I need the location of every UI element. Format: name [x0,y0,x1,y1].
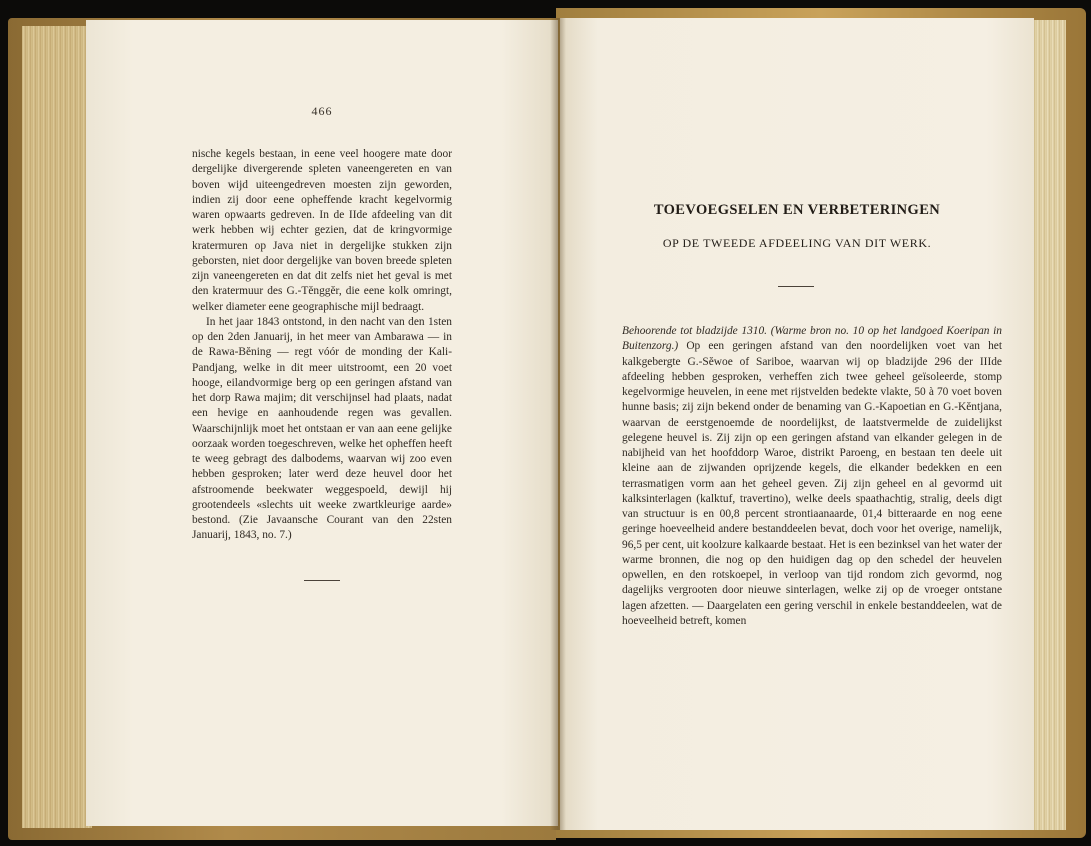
paragraph [622,324,1002,629]
left-page [86,20,558,826]
page-number: 466 [311,104,333,118]
paragraph: nische kegels bestaan, in eene veel hoogere mate door dergelijke divergerende spleten vaneengereten en van boven wijd uiteengedreven moesten zijn geworden, indien zij door eene opheffende kracht kegelvormig waren opwaarts gedreven. In de IIde afdeeling van dit werk hebben wij echter gezien, dat de kringvormige kratermuren op Java niet in dergelijke stukken zijn geborsten, niet door dergelijke van boven breede spleten zijn vaneengereten en dat dit zelfs niet het geval is met den kratermuur des G.-Tĕnggĕr, die eene kolk omringt, welker diameter eene geographische mijl bedraagt. [192,148,452,313]
end-rule [304,580,340,581]
paragraph-text: Op een geringen afstand van den noordelijken voet van het kalkgebergte G.-Sĕwoe of Sariboe, waarvan wij op bladzijde 296 der IIIde afdeeling hebben gesproken, verheffen zich twee geheel geïsoleerde, stomp kegelvormige heuvelen, in eene met rijstvelden bedekte vlakte, 50 à 70 voet boven hunne basis; zij zijn bekend onder de benaming van G.-Kapoetian en G.-Kĕntjana, waarvan de eerstgenoemde de noordelijkst, de laatstvermelde de zuidelijkst gelegene heuvel is. Zij zijn op een geringen afstand van elkander gelegen in de nabijheid van het hoofddorp Waroe, distrikt Paroeng, en bestaan ten deele uit kleine aan de zijwanden oprijzende kegels, die elkander bedekken en een terrasmatigen vorm aan het geheel geven. Zij zijn geheel en al gevormd uit kalksinterlagen (kalktuf, travertino), welke deels spaathachtig, stralig, deels digt van structuur is en 00,8 percent strontiaanaarde, 01,4 bitteraarde en nog eene geringe hoeveelheid andere bestanddeelen bevat, doch voor het overige, namelijk, 96,5 per cent, uit koolzure kalkaarde bestaat. Het is een bezinksel van het water der warme bronnen, die nog op den huidigen dag op den schedel der heuvelen opwellen, en den rotskoepel, in verloop van tijd rondom zich gevormd, nog dagelijks vergrooten door nieuwe sinterlagen, welke zij op de vroeger ontstane lagen afzetten. — Daargelaten een gering verschil in enkele bestanddeelen, wat de hoeveelheid betreft, komen [622,340,1002,627]
right-page [560,18,1034,830]
page-edges-left [22,26,92,828]
right-page-body [622,324,1002,629]
paragraph: In het jaar 1843 ontstond, in den nacht van den 1sten op den 2den Januarij, in het meer van Ambarawa — in de Rawa-Bĕning — regt vóór de monding der Kali-Pandjang, welke in dit meer uitstroomt, een 20 voet hooge, eilandvormige berg op een geringen afstand van het dorp Rawa majim; dit verschijnsel had plaats, nadat een hevige en aanhoudende regen was gevallen. Waarschijnlijk moet het ontstaan er van aan eene gelijke oorzaak worden toegeschreven, welke het opheffen heeft te weeg gebragt des dalbodems, waarvan wij zoo even hebben gesproken; later werd deze heuvel door het afstroomende beekwater weggespoeld, dewijl hij grootendeels «slechts uit weeke zwartkleurige aarde» bestond. (Zie Javaansche Courant van den 22sten Januarij, 1843, no. 7.) [192,315,452,542]
section-title: TOEVOEGSELEN EN VERBETERINGEN [653,201,941,219]
title-rule [778,286,814,287]
book-gutter [550,18,566,830]
left-page-body [192,147,452,544]
section-subtitle: OP DE TWEEDE AFDEELING VAN DIT WERK. [662,236,932,250]
reference-note: Behoorende tot bladzijde 1310. (Warme bron no. 10 op het landgoed Koeripan in Buitenzorg.) [622,325,1002,353]
